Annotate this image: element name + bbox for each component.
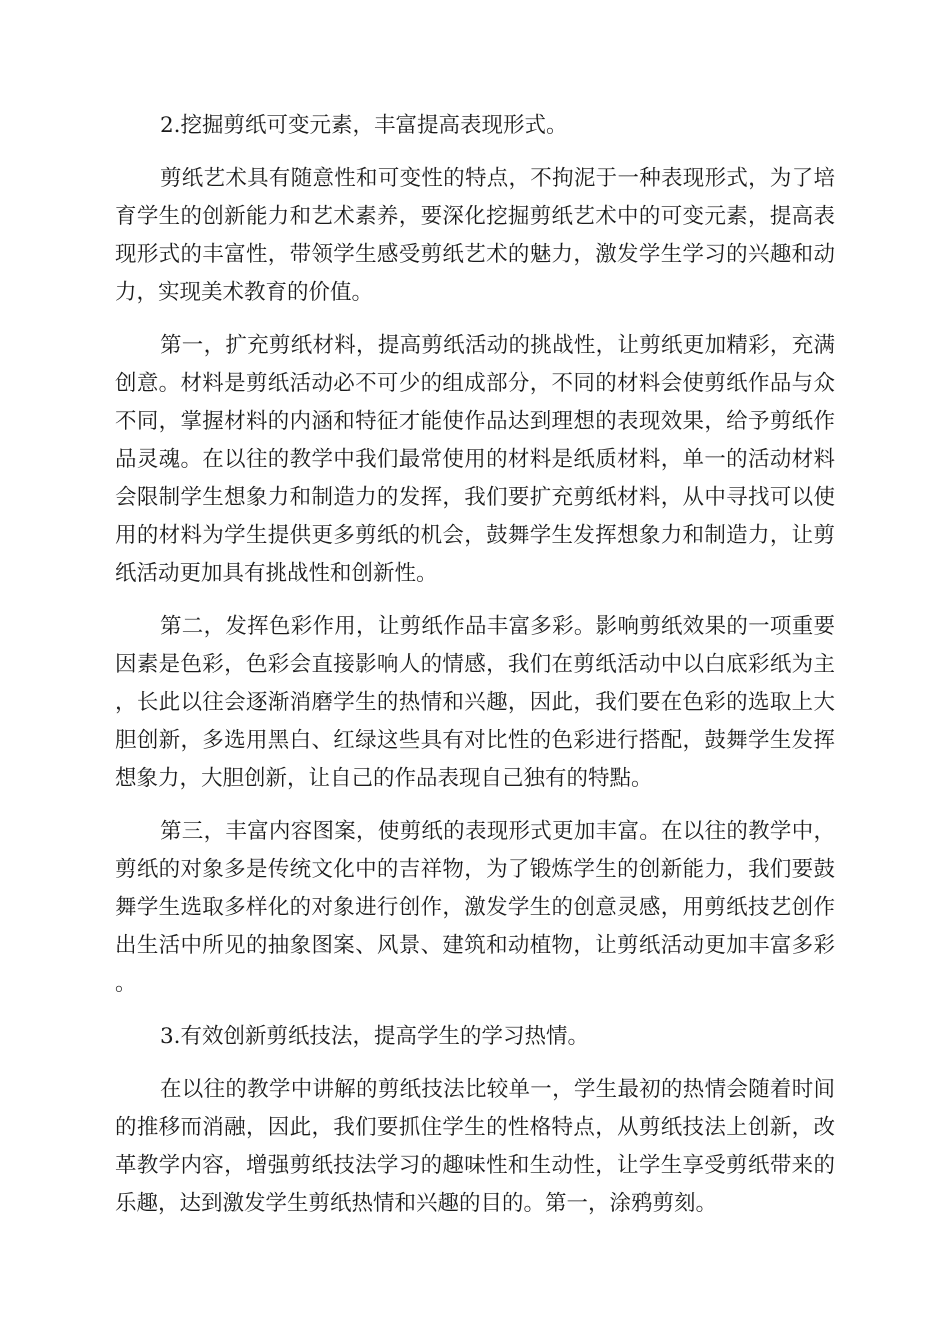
document-body [115,107,835,1238]
paragraph-patterns: 第三，丰富内容图案，使剪纸的表现形式更加丰富。在以往的教学中，剪纸的对象多是传统文化中的吉祥物，为了锻炼学生的创新能力，我们要鼓舞学生选取多样化的对象进行创作，激发学生的创意灵感，用剪纸技艺创作出生活中所见的抽象图案、风景、建筑和动植物，让剪纸活动更加丰富多彩。 [115,819,835,996]
section-heading-3: 3.有效创新剪纸技法，提高学生的学习热情。 [160,1024,590,1049]
section-heading-2: 2.挖掘剪纸可变元素，丰富提高表现形式。 [160,113,568,138]
paragraph-colors: 第二，发挥色彩作用，让剪纸作品丰富多彩。影响剪纸效果的一项重要因素是色彩，色彩会直接影响人的情感，我们在剪纸活动中以白底彩纸为主，长此以往会逐渐消磨学生的热情和兴趣，因此，我们要在色彩的选取上大胆创新，多选用黑白、红绿这些具有对比性的色彩进行搭配，鼓舞学生发挥想象力，大胆创新，让自己的作品表现自己独有的特點。 [115,614,835,791]
paragraph-intro: 剪纸艺术具有随意性和可变性的特点，不拘泥于一种表现形式，为了培育学生的创新能力和艺术素养，要深化挖掘剪纸艺术中的可变元素，提高表现形式的丰富性，带领学生感受剪纸艺术的魅力，激发学生学习的兴趣和动力，实现美术教育的价值。 [115,166,835,305]
paragraph-materials: 第一，扩充剪纸材料，提高剪纸活动的挑战性，让剪纸更加精彩，充满创意。材料是剪纸活动必不可少的组成部分，不同的材料会使剪纸作品与众不同，掌握材料的内涵和特征才能使作品达到理想的表现效果，给予剪纸作品灵魂。在以往的教学中我们最常使用的材料是纸质材料，单一的活动材料会限制学生想象力和制造力的发挥，我们要扩充剪纸材料，从中寻找可以使用的材料为学生提供更多剪纸的机会，鼓舞学生发挥想象力和制造力，让剪纸活动更加具有挑战性和创新性。 [115,333,835,586]
paragraph-techniques: 在以往的教学中讲解的剪纸技法比较单一，学生最初的热情会随着时间的推移而消融，因此，我们要抓住学生的性格特点，从剪纸技法上创新，改革教学内容，增强剪纸技法学习的趣味性和生动性，让学生享受剪纸带来的乐趣，达到激发学生剪纸热情和兴趣的目的。第一，涂鸦剪刻。 [115,1077,835,1216]
